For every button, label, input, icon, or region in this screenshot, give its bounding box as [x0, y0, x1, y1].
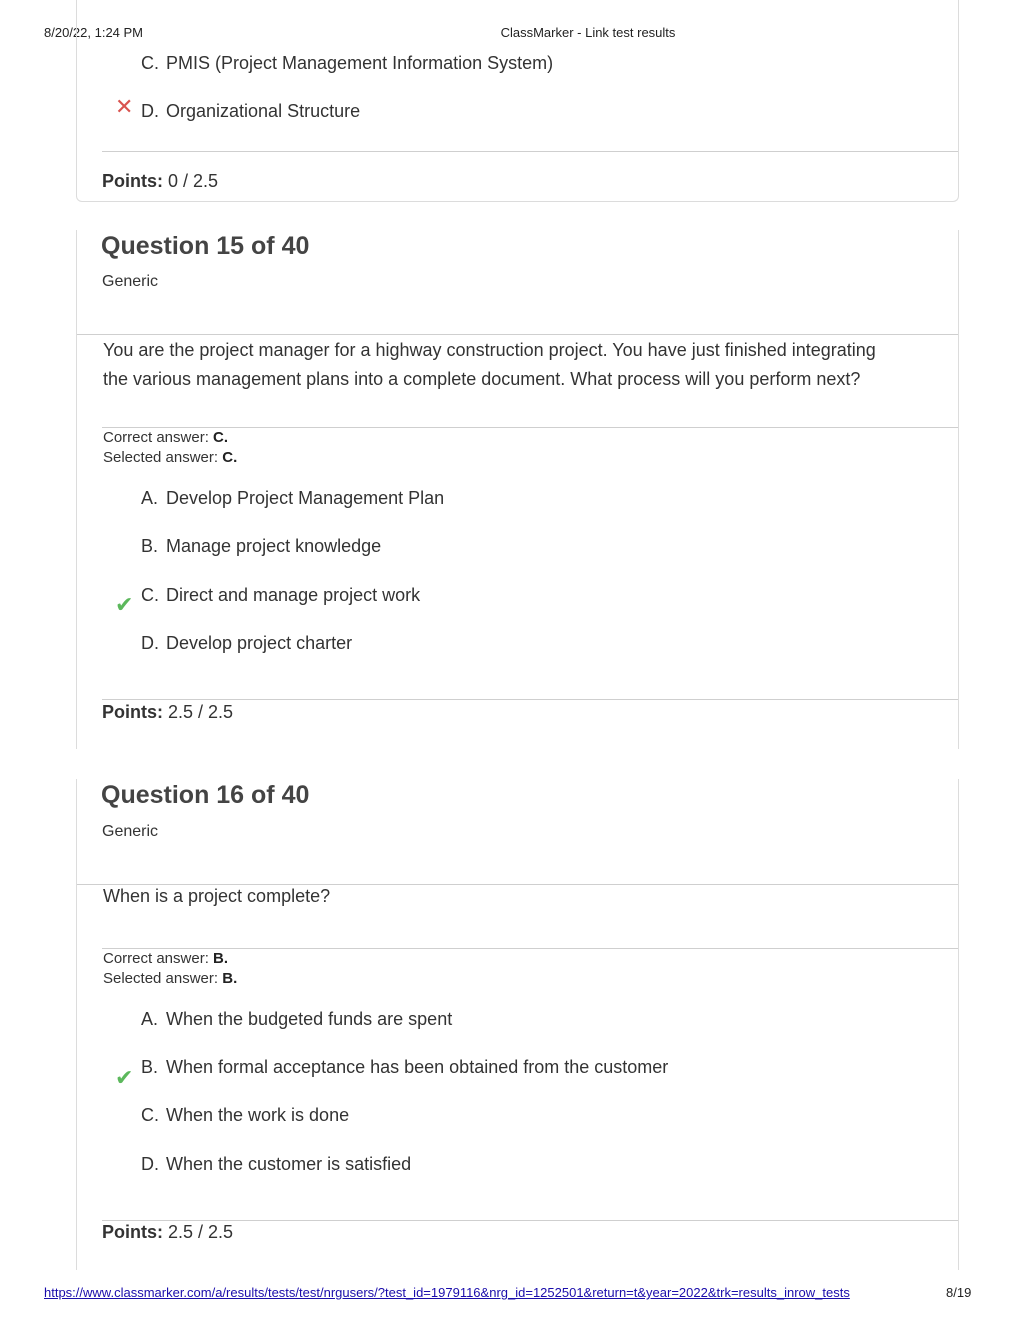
- option-text: When formal acceptance has been obtained from the customer: [166, 1057, 669, 1077]
- question-card-16: [76, 779, 959, 1270]
- page-url-link[interactable]: https://www.classmarker.com/a/results/tests/test/nrgusers/?test_id=1979116&nrg_id=1252501&return=t&year=2022&trk=results_inrow_tests: [44, 1285, 850, 1300]
- option-letter: C.: [141, 585, 159, 605]
- divider: [102, 699, 958, 700]
- question-card-previous: [76, 0, 959, 202]
- option-letter: D.: [141, 1154, 159, 1174]
- answer-option: [141, 488, 444, 509]
- answer-option: [141, 633, 352, 654]
- divider: [102, 948, 958, 949]
- question-category: Generic: [102, 823, 159, 840]
- correct-answer-value: C.: [213, 429, 229, 446]
- points: [102, 1222, 233, 1243]
- option-letter: B.: [141, 536, 159, 556]
- divider: [102, 1220, 958, 1221]
- option-letter: C.: [141, 1105, 159, 1125]
- question-category: Generic: [102, 273, 159, 290]
- print-page-title: ClassMarker - Link test results: [500, 25, 676, 40]
- points-label: Points:: [102, 702, 163, 722]
- option-text: When the customer is satisfied: [166, 1154, 412, 1174]
- selected-answer: [103, 969, 237, 989]
- wrong-icon: ✕: [115, 94, 134, 119]
- points: [102, 171, 218, 192]
- option-text: Organizational Structure: [166, 101, 361, 121]
- option-text: Develop project charter: [166, 633, 353, 653]
- check-icon: ✔: [115, 1065, 134, 1090]
- answer-option: [141, 101, 360, 122]
- points-label: Points:: [102, 171, 163, 191]
- divider: [77, 334, 958, 335]
- option-letter: B.: [141, 1057, 159, 1077]
- correct-answer-label: Correct answer:: [103, 429, 209, 446]
- selected-answer-label: Selected answer:: [103, 449, 219, 466]
- option-letter: D.: [141, 633, 159, 653]
- selected-answer: [103, 448, 237, 468]
- question-title: Question 16 of 40: [101, 781, 310, 809]
- points-label: Points:: [102, 1222, 163, 1242]
- selected-answer-value: B.: [222, 970, 238, 987]
- answer-option: [141, 1105, 349, 1126]
- answer-option: [141, 1009, 452, 1030]
- answer-option: [141, 1154, 411, 1175]
- option-text: Develop Project Management Plan: [166, 488, 445, 508]
- answer-option: [141, 585, 420, 606]
- option-text: PMIS (Project Management Information System): [166, 53, 554, 73]
- points-value: 2.5 / 2.5: [168, 1222, 234, 1242]
- points-value: 2.5 / 2.5: [168, 702, 234, 722]
- correct-answer-value: B.: [213, 950, 229, 967]
- selected-answer-value: C.: [222, 449, 238, 466]
- option-text: Direct and manage project work: [166, 585, 421, 605]
- question-text: When is a project complete?: [103, 886, 331, 906]
- answer-option: [141, 536, 381, 557]
- question-title: Question 15 of 40: [101, 232, 310, 260]
- option-letter: A.: [141, 488, 159, 508]
- check-icon: ✔: [115, 592, 134, 617]
- question-text: You are the project manager for a highway construction project. You have just finished integrating the various management plans into a complete document. What process will you perform next?: [103, 340, 876, 389]
- points: [102, 702, 233, 723]
- answer-option: [141, 53, 553, 74]
- option-letter: A.: [141, 1009, 159, 1029]
- option-text: Manage project knowledge: [166, 536, 382, 556]
- page-number: 8/19: [946, 1285, 972, 1300]
- print-datetime: 8/20/22, 1:24 PM: [44, 25, 144, 40]
- points-value: 0 / 2.5: [168, 171, 219, 191]
- option-letter: D.: [141, 101, 159, 121]
- divider: [102, 151, 958, 152]
- correct-answer-label: Correct answer:: [103, 950, 209, 967]
- question-card-15: [76, 230, 959, 749]
- selected-answer-label: Selected answer:: [103, 970, 219, 987]
- correct-answer: [103, 428, 228, 448]
- option-letter: C.: [141, 53, 159, 73]
- answer-option: [141, 1057, 668, 1078]
- option-text: When the work is done: [166, 1105, 350, 1125]
- correct-answer: [103, 949, 228, 969]
- option-text: When the budgeted funds are spent: [166, 1009, 453, 1029]
- divider: [102, 427, 958, 428]
